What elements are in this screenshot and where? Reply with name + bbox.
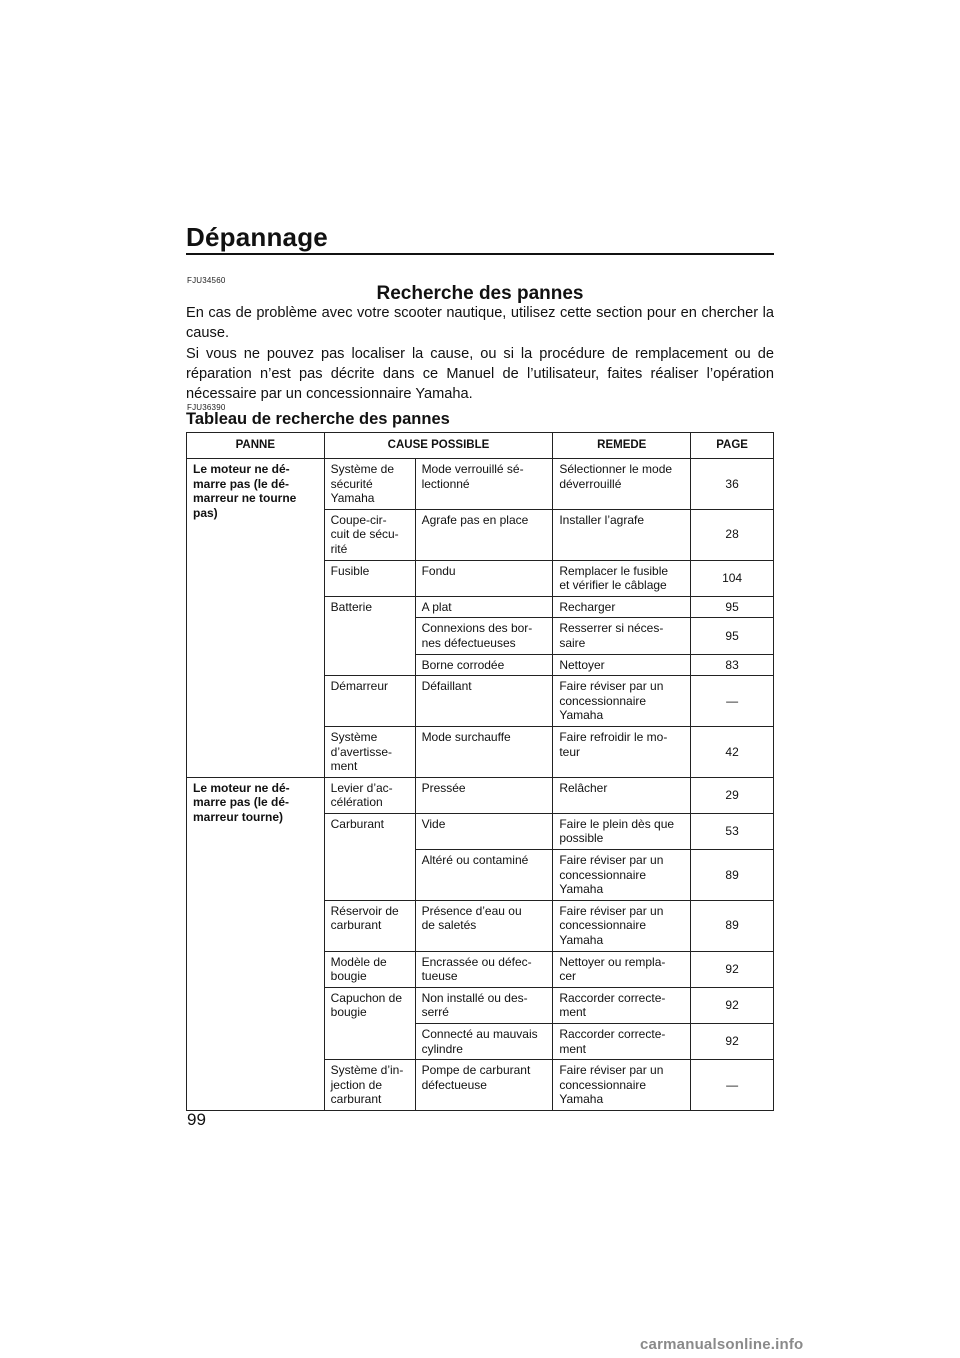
page-cell: 28 [691,509,774,560]
troubleshooting-table [186,432,774,1111]
page-cell: 42 [691,726,774,777]
page-cell: — [691,1060,774,1111]
remedy-cell: Faire refroidir le mo- teur [553,726,691,777]
page-cell: 95 [691,596,774,618]
component-cell: Système d’avertisse- ment [324,726,415,777]
cause-cell: Vide [415,813,553,849]
header-remede: REMEDE [553,433,691,459]
component-cell: Réservoir de carburant [324,900,415,951]
remedy-cell: Sélectionner le mode déverrouillé [553,459,691,510]
remedy-cell: Raccorder correcte- ment [553,987,691,1023]
cause-cell: Présence d’eau ou de saletés [415,900,553,951]
remedy-cell: Raccorder correcte- ment [553,1024,691,1060]
page-cell: 89 [691,900,774,951]
intro-paragraph-1: En cas de problème avec votre scooter nautique, utilisez cette section pour en chercher la cause. [186,305,774,341]
remedy-cell: Faire réviser par un concessionnaire Yamaha [553,850,691,901]
cause-cell: Altéré ou contaminé [415,850,553,901]
table-row [187,459,774,510]
page-cell: 53 [691,813,774,849]
component-cell: Fusible [324,560,415,596]
page-number: 99 [187,1110,206,1129]
cause-cell: Pressée [415,777,553,813]
remedy-cell: Installer l’agrafe [553,509,691,560]
remedy-cell: Remplacer le fusible et vérifier le câblage [553,560,691,596]
table-header-row [187,433,774,459]
table-row [187,777,774,813]
component-cell: Modèle de bougie [324,951,415,987]
cause-cell: Fondu [415,560,553,596]
cause-cell: Mode verrouillé sé- lectionné [415,459,553,510]
remedy-cell: Faire le plein dès que possible [553,813,691,849]
component-cell: Levier d’ac- célération [324,777,415,813]
cause-cell: Encrassée ou défec- tueuse [415,951,553,987]
remedy-cell: Faire réviser par un concessionnaire Yamaha [553,900,691,951]
cause-cell: Connecté au mauvais cylindre [415,1024,553,1060]
cause-cell: Défaillant [415,676,553,727]
chapter-title: Dépannage [186,222,328,252]
component-cell: Système de sécurité Yamaha [324,459,415,510]
component-cell: Coupe-cir- cuit de sécu- rité [324,509,415,560]
cause-cell: Connexions des bor- nes défectueuses [415,618,553,654]
page-cell: 83 [691,654,774,676]
component-cell: Système d’in- jection de carburant [324,1060,415,1111]
panne-cell: Le moteur ne dé- marre pas (le dé- marreur tourne) [187,777,325,1110]
table-code: FJU36390 [187,403,226,412]
component-cell: Batterie [324,596,415,675]
page-cell: — [691,676,774,727]
header-page: PAGE [691,433,774,459]
header-cause: CAUSE POSSIBLE [324,433,553,459]
header-panne: PANNE [187,433,325,459]
remedy-cell: Nettoyer ou rempla- cer [553,951,691,987]
remedy-cell: Resserrer si néces- saire [553,618,691,654]
cause-cell: Non installé ou des- serré [415,987,553,1023]
remedy-cell: Faire réviser par un concessionnaire Yamaha [553,1060,691,1111]
section-title: Recherche des pannes [376,283,584,304]
page-cell: 92 [691,987,774,1023]
remedy-cell: Faire réviser par un concessionnaire Yamaha [553,676,691,727]
component-cell: Carburant [324,813,415,900]
cause-cell: Agrafe pas en place [415,509,553,560]
remedy-cell: Nettoyer [553,654,691,676]
section-code: FJU34560 [187,276,226,285]
watermark-text: carmanualsonline.info [640,1336,804,1353]
cause-cell: A plat [415,596,553,618]
remedy-cell: Recharger [553,596,691,618]
page-cell: 92 [691,1024,774,1060]
page-cell: 89 [691,850,774,901]
panne-cell: Le moteur ne dé- marre pas (le dé- marreur ne tourne pas) [187,459,325,778]
component-cell: Capuchon de bougie [324,987,415,1059]
component-cell: Démarreur [324,676,415,727]
page-cell: 92 [691,951,774,987]
page-cell: 29 [691,777,774,813]
cause-cell: Borne corrodée [415,654,553,676]
chapter-rule [186,253,774,255]
remedy-cell: Relâcher [553,777,691,813]
page-cell: 95 [691,618,774,654]
page-cell: 104 [691,560,774,596]
page-cell: 36 [691,459,774,510]
intro-paragraph-2: Si vous ne pouvez pas localiser la cause, ou si la procédure de remplacement ou de réparation n’est pas décrite dans ce Manuel de l’utilisateur, faites réaliser l’opération nécessaire par un concessionnaire Yamaha. [186,346,774,402]
table-title: Tableau de recherche des pannes [186,410,450,428]
cause-cell: Mode surchauffe [415,726,553,777]
cause-cell: Pompe de carburant défectueuse [415,1060,553,1111]
